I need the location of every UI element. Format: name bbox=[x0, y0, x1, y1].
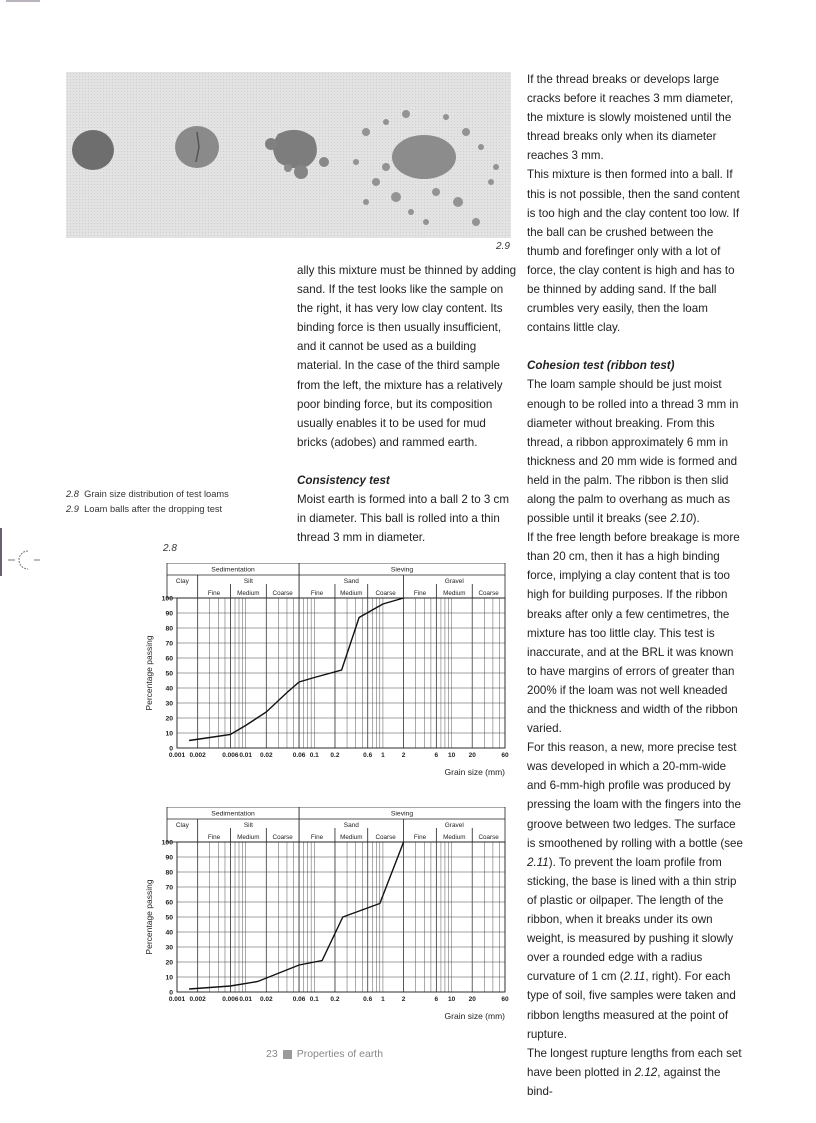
svg-text:60: 60 bbox=[165, 655, 173, 663]
svg-text:Percentage passing: Percentage passing bbox=[144, 879, 154, 955]
svg-text:Coarse: Coarse bbox=[478, 590, 499, 597]
svg-text:0.2: 0.2 bbox=[330, 752, 340, 759]
svg-text:2: 2 bbox=[401, 752, 406, 759]
svg-text:6: 6 bbox=[434, 752, 439, 759]
figure-captions bbox=[66, 487, 229, 516]
svg-text:0.02: 0.02 bbox=[259, 752, 273, 759]
svg-text:Sand: Sand bbox=[343, 578, 359, 585]
svg-text:60: 60 bbox=[165, 899, 173, 907]
svg-text:70: 70 bbox=[165, 884, 173, 892]
svg-text:0: 0 bbox=[169, 745, 173, 753]
svg-text:0.06: 0.06 bbox=[292, 752, 306, 759]
svg-text:20: 20 bbox=[165, 715, 173, 723]
svg-text:1: 1 bbox=[381, 752, 385, 759]
svg-text:Coarse: Coarse bbox=[478, 834, 499, 841]
svg-text:0.2: 0.2 bbox=[330, 996, 340, 1003]
svg-text:Medium: Medium bbox=[237, 590, 260, 597]
right-paragraph-4: If the free length before breakage is more than 20 cm, then it has a high binding force, implying a clay content that is too high for building purposes. If the ribbon breaks after only a few centimetres, the mixture has too little clay. This test is inaccurate, and at the BRL it was known to have margins of errors of greater than 200% if the loam was not well kneaded and the thickness and width of the ribbon varied. bbox=[527, 531, 740, 736]
svg-text:Fine: Fine bbox=[413, 590, 427, 597]
grain-size-chart-2 bbox=[140, 807, 520, 1032]
svg-text:50: 50 bbox=[165, 914, 173, 922]
svg-text:Grain size (mm): Grain size (mm) bbox=[444, 1011, 505, 1021]
svg-text:Coarse: Coarse bbox=[375, 834, 396, 841]
square-bullet-icon bbox=[283, 1050, 292, 1059]
svg-text:Coarse: Coarse bbox=[272, 590, 293, 597]
page-number: 23 bbox=[266, 1048, 278, 1060]
svg-text:80: 80 bbox=[165, 625, 173, 633]
svg-text:0.01: 0.01 bbox=[239, 752, 252, 759]
svg-text:Medium: Medium bbox=[237, 834, 260, 841]
right-column bbox=[527, 70, 743, 1101]
svg-text:Medium: Medium bbox=[340, 834, 363, 841]
svg-text:Sand: Sand bbox=[343, 822, 359, 829]
figure-ref: 2.10 bbox=[670, 512, 693, 526]
svg-text:40: 40 bbox=[165, 929, 173, 937]
right-paragraph-6: The longest rupture lengths from each set have been plotted in 2.12, against the bind- bbox=[527, 1046, 742, 1098]
svg-text:0.001: 0.001 bbox=[168, 752, 186, 759]
svg-text:Silt: Silt bbox=[243, 578, 253, 585]
svg-text:80: 80 bbox=[165, 869, 173, 877]
section-title: Properties of earth bbox=[296, 1048, 384, 1060]
svg-text:Coarse: Coarse bbox=[375, 590, 396, 597]
page-top-mark bbox=[6, 0, 40, 2]
svg-text:Clay: Clay bbox=[175, 822, 189, 829]
svg-text:Fine: Fine bbox=[207, 834, 221, 841]
middle-paragraph-2: Moist earth is formed into a ball 2 to 3 cm in diameter. This ball is rolled into a thin thread 3 mm in diameter. bbox=[297, 493, 509, 545]
caption-2-8: 2.8 Grain size distribution of test loams bbox=[66, 489, 229, 499]
svg-text:30: 30 bbox=[165, 700, 173, 708]
svg-text:Medium: Medium bbox=[443, 834, 466, 841]
svg-text:Medium: Medium bbox=[443, 590, 466, 597]
svg-text:Sedimentation: Sedimentation bbox=[211, 810, 255, 818]
svg-text:70: 70 bbox=[165, 640, 173, 648]
svg-text:100: 100 bbox=[161, 839, 173, 847]
figure-ref: 2.12 bbox=[634, 1065, 658, 1079]
svg-text:0.002: 0.002 bbox=[189, 752, 206, 759]
svg-text:0.06: 0.06 bbox=[292, 996, 306, 1003]
figure-ref: 2.11 bbox=[527, 855, 549, 869]
svg-text:60: 60 bbox=[501, 752, 509, 759]
middle-column bbox=[297, 261, 519, 547]
svg-text:90: 90 bbox=[165, 610, 173, 618]
svg-text:0.02: 0.02 bbox=[259, 996, 273, 1003]
svg-text:6: 6 bbox=[434, 996, 439, 1003]
svg-text:0: 0 bbox=[169, 989, 173, 997]
svg-text:30: 30 bbox=[165, 944, 173, 952]
svg-text:10: 10 bbox=[165, 974, 173, 982]
svg-text:20: 20 bbox=[468, 996, 476, 1003]
svg-text:Coarse: Coarse bbox=[272, 834, 293, 841]
svg-text:Fine: Fine bbox=[413, 834, 427, 841]
svg-text:10: 10 bbox=[447, 996, 456, 1003]
svg-text:1: 1 bbox=[381, 996, 385, 1003]
svg-text:Gravel: Gravel bbox=[444, 578, 464, 585]
right-paragraph-1: If the thread breaks or develops large cracks before it reaches 3 mm diameter, the mixture is slowly moistened until the thread breaks only when its diameter reaches 3 mm. bbox=[527, 73, 734, 163]
caption-2-9: 2.9 Loam balls after the dropping test bbox=[66, 503, 223, 514]
svg-text:Fine: Fine bbox=[310, 590, 324, 597]
right-paragraph-5: For this reason, a new, more precise test was developed in which a 20-mm-wide and 6-mm-high profile was produced by pressing the loam with the fingers into the groove between two ledges. The surface is smoothened by rolling with a bottle (see 2.11). To prevent the loam profile from sticking, the base is lined with a thin strip of plastic or oilpaper. The length of the ribbon, when it breaks under its own weight, is measured by pushing it slowly over a rounded edge with a radius curvature of 1 cm (2.11, right). For each type of soil, five samples were taken and ribbon lengths measured at the point of rupture. bbox=[527, 741, 743, 1041]
svg-text:10: 10 bbox=[165, 730, 173, 738]
svg-text:60: 60 bbox=[501, 996, 509, 1003]
right-paragraph-2: This mixture is then formed into a ball. If this is not possible, then the sand content is too high and the clay content too low. If the ball can be crushed between the thumb and forefinger only with a lot of force, the clay content is high and has to be thinned by adding sand. If the ball crumbles very easily, then the loam contains little clay. bbox=[527, 168, 740, 335]
svg-text:Fine: Fine bbox=[207, 590, 221, 597]
svg-text:40: 40 bbox=[165, 685, 173, 693]
svg-text:0.006: 0.006 bbox=[222, 996, 239, 1003]
svg-text:Medium: Medium bbox=[340, 590, 363, 597]
page-edge-bar bbox=[0, 528, 2, 576]
svg-text:0.6: 0.6 bbox=[363, 752, 373, 759]
figure-2-8-number: 2.8 bbox=[163, 543, 177, 554]
svg-text:Silt: Silt bbox=[243, 822, 253, 829]
middle-paragraph-1: ally this mixture must be thinned by adding sand. If the test looks like the sample on the right, it has very low clay content. Its binding force is then usually insufficient, and it cannot be used as a building material. In the case of the third sample from the left, the mixture has a relatively poor binding force, but its composition usually enables it to be used for mud bricks (adobes) and rammed earth. bbox=[297, 264, 517, 449]
svg-text:0.1: 0.1 bbox=[309, 996, 319, 1003]
registration-mark-icon bbox=[6, 548, 42, 572]
svg-text:Percentage passing: Percentage passing bbox=[144, 635, 154, 711]
svg-text:100: 100 bbox=[161, 595, 173, 603]
svg-text:Sieving: Sieving bbox=[390, 566, 414, 574]
svg-text:Grain size (mm): Grain size (mm) bbox=[444, 767, 505, 777]
svg-text:0.006: 0.006 bbox=[222, 752, 239, 759]
svg-text:0.01: 0.01 bbox=[239, 996, 252, 1003]
svg-text:Fine: Fine bbox=[310, 834, 324, 841]
svg-text:Gravel: Gravel bbox=[444, 822, 464, 829]
svg-text:50: 50 bbox=[165, 670, 173, 678]
grain-size-chart-1 bbox=[140, 563, 520, 788]
svg-text:Sedimentation: Sedimentation bbox=[211, 566, 255, 574]
svg-text:0.1: 0.1 bbox=[309, 752, 319, 759]
heading-consistency-test: Consistency test bbox=[297, 473, 390, 487]
figure-ref: 2.11 bbox=[623, 970, 646, 984]
svg-text:0.002: 0.002 bbox=[189, 996, 206, 1003]
page-footer bbox=[266, 1048, 383, 1060]
svg-text:Sieving: Sieving bbox=[390, 810, 414, 818]
svg-text:20: 20 bbox=[468, 752, 476, 759]
svg-text:2: 2 bbox=[401, 996, 406, 1003]
figure-2-9-photo bbox=[66, 72, 511, 238]
svg-text:0.001: 0.001 bbox=[168, 996, 186, 1003]
svg-text:90: 90 bbox=[165, 854, 173, 862]
heading-cohesion-test: Cohesion test (ribbon test) bbox=[527, 359, 675, 373]
svg-text:10: 10 bbox=[447, 752, 456, 759]
svg-text:0.6: 0.6 bbox=[363, 996, 373, 1003]
svg-text:20: 20 bbox=[165, 959, 173, 967]
svg-text:Clay: Clay bbox=[175, 578, 189, 585]
right-paragraph-3: The loam sample should be just moist enough to be rolled into a thread 3 mm in diameter without breaking. From this thread, a ribbon approximately 6 mm in thickness and 20 mm wide is formed and held in the palm. The ribbon is then slid along the palm to overhang as much as possible until it breaks (see 2.10). bbox=[527, 378, 739, 526]
figure-2-9-number: 2.9 bbox=[496, 241, 510, 252]
